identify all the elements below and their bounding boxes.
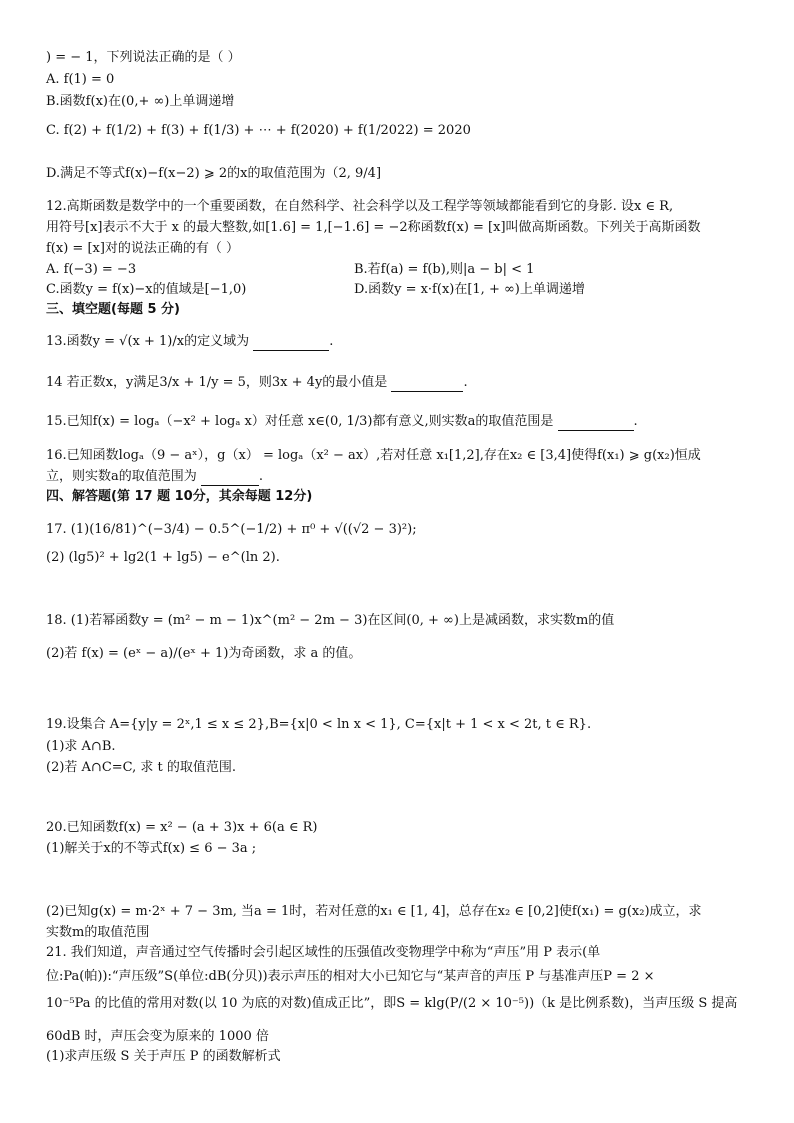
q20-line-2: (1)解关于x的不等式f(x) ≤ 6 − 3a ;: [46, 841, 257, 856]
q16-line-2-text: 立，则实数a的取值范围为: [46, 469, 197, 484]
q11-option-a: A. f(1) = 0: [46, 72, 115, 87]
q21-line-5: (1)求声压级 S 关于声压 P 的函数解析式: [46, 1049, 281, 1064]
q20-line-3: (2)已知g(x) = m·2ˣ + 7 − 3m, 当a = 1时，若对任意的x₁ ∈ [1, 4]，总存在x₂ ∈ [0,2]使f(x₁) = g(x₂)成立，求: [46, 904, 702, 919]
q12-option-c: C.函数y = f(x)−x的值域是[−1,0): [46, 282, 247, 297]
q18-line-2: (2)若 f(x) = (eˣ − a)/(eˣ + 1)为奇函数，求 a 的值。: [46, 646, 362, 661]
q15: 15.已知f(x) = logₐ（−x² + logₐ x）对任意 x∈(0, 1/3)都有意义,则实数a的取值范围是 .: [46, 414, 638, 429]
q21-line-1: 21. 我们知道，声音通过空气传播时会引起区域性的压强值改变物理学中称为“声压”用 P 表示(单: [46, 945, 601, 960]
q12-option-b: B.若f(a) = f(b),则|a − b| < 1: [354, 262, 535, 277]
q17-line-1: 17. (1)(16/81)^(−3/4) − 0.5^(−1/2) + π⁰ + √((√2 − 3)²);: [46, 522, 417, 537]
q11-option-b: B.函数f(x)在(0,+ ∞)上单调递增: [46, 94, 235, 109]
answer-blank: [253, 337, 329, 351]
q19-line-1: 19.设集合 A={y|y = 2ˣ,1 ≤ x ≤ 2},B={x|0 < ln x < 1}, C={x|t + 1 < x < 2t, t ∈ R}.: [46, 717, 592, 732]
q16-line-1: 16.已知函数logₐ（9 − aˣ），g（x） = logₐ（x² − ax）,若对任意 x₁[1,2],存在x₂ ∈ [3,4]使得f(x₁) ⩾ g(x₂)恒成: [46, 448, 701, 463]
q16-line-2: 立，则实数a的取值范围为 .: [46, 469, 264, 484]
q21-line-4: 60dB 时，声压会变为原来的 1000 倍: [46, 1029, 269, 1044]
q12-line-2: 用符号[x]表示不大于 x 的最大整数,如[1.6] = 1,[−1.6] = −2称函数f(x) = [x]叫做高斯函数。下列关于高斯函数: [46, 220, 701, 235]
q11-option-c: C. f(2) + f(1/2) + f(3) + f(1/3) + ⋯ + f(2020) + f(1/2022) = 2020: [46, 123, 471, 138]
q21-line-2: 位:Pa(帕)):“声压级”S(单位:dB(分贝))表示声压的相对大小已知它与“某声音的声压 P 与基准声压P = 2 ×: [46, 969, 655, 984]
section-4-heading: 四、解答题(第 17 题 10分，其余每题 12分): [46, 489, 313, 504]
q20-line-1: 20.已知函数f(x) = x² − (a + 3)x + 6(a ∈ R): [46, 820, 318, 835]
q12-option-d: D.函数y = x·f(x)在[1, + ∞)上单调递增: [354, 282, 585, 297]
q19-line-3: (2)若 A∩C=C, 求 t 的取值范围.: [46, 760, 237, 775]
q13-text: 13.函数y = √(x + 1)/x的定义域为: [46, 334, 250, 349]
answer-blank: [391, 378, 463, 392]
q12-line-3: f(x) = [x]对的说法正确的有（ ）: [46, 241, 240, 256]
q12-line-1: 12.高斯函数是数学中的一个重要函数，在自然科学、社会科学以及工程学等领域都能看到它的身影. 设x ∈ R,: [46, 199, 674, 214]
section-3-heading: 三、填空题(每题 5 分): [46, 302, 180, 317]
q15-text: 15.已知f(x) = logₐ（−x² + logₐ x）对任意 x∈(0, 1/3)都有意义,则实数a的取值范围是: [46, 414, 554, 429]
q18-line-1: 18. (1)若幂函数y = (m² − m − 1)x^(m² − 2m − 3)在区间(0, + ∞)上是减函数，求实数m的值: [46, 613, 615, 628]
q13: 13.函数y = √(x + 1)/x的定义域为 .: [46, 334, 334, 349]
q11-option-d: D.满足不等式f(x)−f(x−2) ⩾ 2的x的取值范围为（2, 9/4]: [46, 166, 382, 181]
q11-stem-tail: ) = − 1，下列说法正确的是（ ）: [46, 50, 241, 65]
q19-line-2: (1)求 A∩B.: [46, 739, 116, 754]
q14: 14 若正数x，y满足3/x + 1/y = 5，则3x + 4y的最小值是 .: [46, 375, 468, 390]
q21-line-3: 10⁻⁵Pa 的比值的常用对数(以 10 为底的对数)值成正比”，即S = klg(P/(2 × 10⁻⁵))（k 是比例系数)，当声压级 S 提高: [46, 996, 738, 1011]
answer-blank: [201, 472, 259, 486]
answer-blank: [558, 417, 634, 431]
q12-option-a: A. f(−3) = −3: [46, 262, 137, 277]
q14-text: 14 若正数x，y满足3/x + 1/y = 5，则3x + 4y的最小值是: [46, 375, 388, 390]
q20-line-4: 实数m的取值范围: [46, 925, 150, 940]
q17-line-2: (2) (lg5)² + lg2(1 + lg5) − e^(ln 2).: [46, 550, 280, 565]
